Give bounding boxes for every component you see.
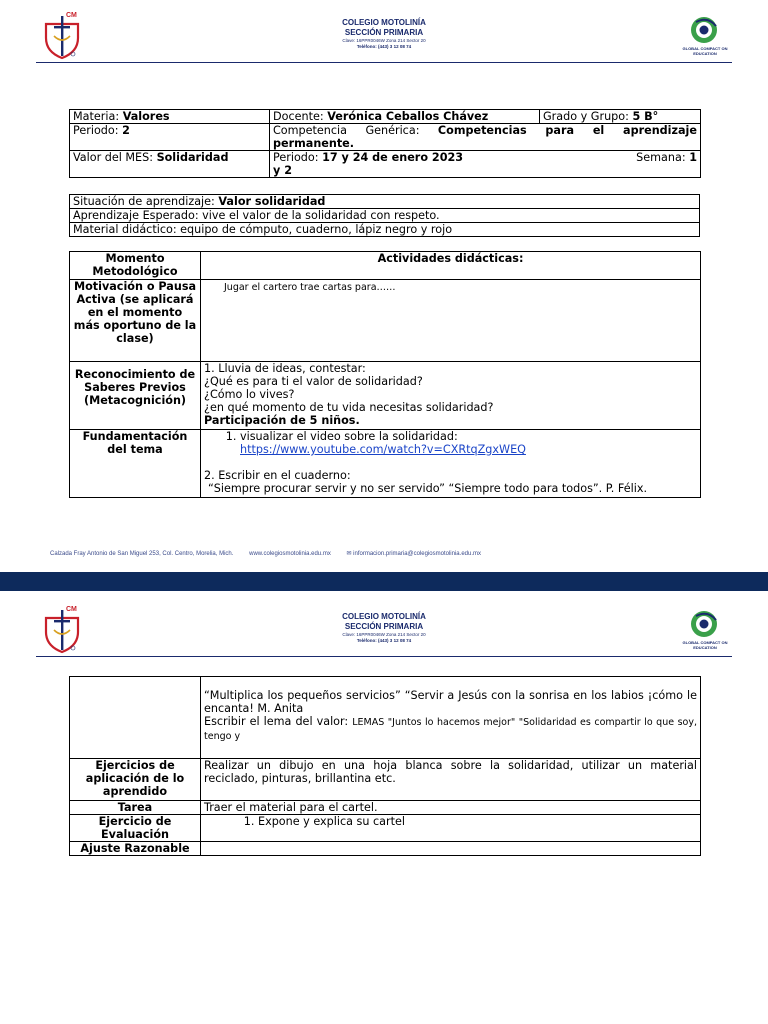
ajuste-label: Ajuste Razonable [70,842,201,856]
global-compact-text: GLOBAL COMPACT ON EDUCATION [682,46,728,56]
situacion-table [69,194,700,237]
tarea-text: Traer el material para el cartel. [201,801,701,815]
fundamentacion-label: Fundamentación del tema [70,430,201,498]
table-row [70,195,700,209]
school-shield-logo [42,608,82,654]
table-row [70,151,701,178]
school-name: COLEGIO MOTOLINÍA [342,18,426,27]
table-row [70,430,701,498]
competencia-cell: Competencia Genérica: Competencias para el aprendizaje permanente. [270,124,701,151]
footer-web[interactable]: www.colegiosmotolinia.edu.mx [249,551,331,557]
valor-cell: Valor del MES: Solidaridad [70,151,270,178]
table-row [70,110,701,124]
quote-cell: “Multiplica los pequeños servicios” “Servir a Jesús con la sonrisa en los labios ¡cómo le encanta! M. Anita Escribir el lema del valor: LEMAS "Juntos lo hacemos mejor" "Solidaridad es compartir lo que soy, tengo y [201,677,701,759]
footer-address: Calzada Fray Antonio de San Miguel 253, Col. Centro, Morelia, Mich. [50,551,234,557]
tarea-label: Tarea [70,801,201,815]
reconocimiento-label: Reconocimiento de Saberes Previos (Metacognición) [70,362,201,430]
activities-table [69,251,701,498]
logo-cm-text: CM [66,12,77,19]
youtube-link[interactable]: https://www.youtube.com/watch?v=CXRtqZgxWEQ [240,443,526,456]
col-header-actividades: Actividades didácticas: [201,252,701,280]
global-compact-text: GLOBAL COMPACT ON EDUCATION [682,640,728,650]
school-block [284,18,484,50]
ajuste-text [201,842,701,856]
aprendizaje-cell: Aprendizaje Esperado: vive el valor de la solidaridad con respeto. [70,209,700,223]
periodo-cell: Periodo: 2 [70,124,270,151]
school-phone: Teléfono: (443) 3 12 08 74 [356,638,412,643]
school-codes: Clave: 16PPR0046W Zona 214 Sector 20 [342,38,426,43]
logo-cm-text: CM [66,606,77,613]
motivacion-text: Jugar el cartero trae cartas para…… [201,280,701,362]
motivacion-label: Motivación o Pausa Activa (se aplicará en el momento más oportuno de la clase) [70,280,201,362]
header-rule [36,656,732,657]
empty-label-cell [70,677,201,759]
table-row [70,815,701,842]
page2-header [0,602,768,662]
page1-header [0,8,768,68]
footer-email[interactable]: ✉ informacion.primaria@colegiosmotolinia.edu.mx [346,551,481,557]
school-phone: Teléfono: (443) 3 12 08 74 [356,44,412,49]
docente-cell: Docente: Verónica Ceballos Chávez [270,110,540,124]
table-row [70,124,701,151]
table-row [70,842,701,856]
school-section: SECCIÓN PRIMARIA [344,622,424,631]
table-row [70,280,701,362]
school-section: SECCIÓN PRIMARIA [344,28,424,37]
material-cell: Material didáctico: equipo de cómputo, cuaderno, lápiz negro y rojo [70,223,700,237]
school-name: COLEGIO MOTOLINÍA [342,612,426,621]
page-divider [0,572,768,591]
evaluacion-text: 1. Expone y explica su cartel [201,815,701,842]
evaluacion-label: Ejercicio de Evaluación [70,815,201,842]
school-codes: Clave: 16PPR0046W Zona 214 Sector 20 [342,632,426,637]
periodo-semana-cell: Semana: 1 Periodo: 17 y 24 de enero 2023 y 2 [270,151,701,178]
page-footer [50,550,495,557]
table-row [70,759,701,801]
table-row [70,801,701,815]
ejercicios-text: Realizar un dibujo en una hoja blanca sobre la solidaridad, utilizar un material reciclado, pinturas, brillantina etc. [201,759,701,801]
grado-cell: Grado y Grupo: 5 B° [540,110,701,124]
table-row [70,677,701,759]
header-rule [36,62,732,63]
fundamentacion-text: 1. visualizar el video sobre la solidaridad: https://www.youtube.com/watch?v=CXRtqZgxWEQ 2. Escribir en el cuaderno: “Siempre procurar servir y no ser servido” “Siempre todo para todos”. P. Félix. [201,430,701,498]
ejercicios-label: Ejercicios de aplicación de lo aprendido [70,759,201,801]
materia-cell: Materia: Valores [70,110,270,124]
table-row [70,223,700,237]
table-row [70,252,701,280]
table-row [70,209,700,223]
table-row [70,362,701,430]
page2-table [69,676,701,856]
col-header-momento: Momento Metodológico [70,252,201,280]
school-shield-logo [42,14,82,60]
info-table [69,109,701,178]
situacion-cell: Situación de aprendizaje: Valor solidaridad [70,195,700,209]
reconocimiento-text: 1. Lluvia de ideas, contestar: ¿Qué es para ti el valor de solidaridad? ¿Cómo lo vives? ¿en qué momento de tu vida necesitas solidaridad? Participación de 5 niños. [201,362,701,430]
school-block [284,612,484,644]
